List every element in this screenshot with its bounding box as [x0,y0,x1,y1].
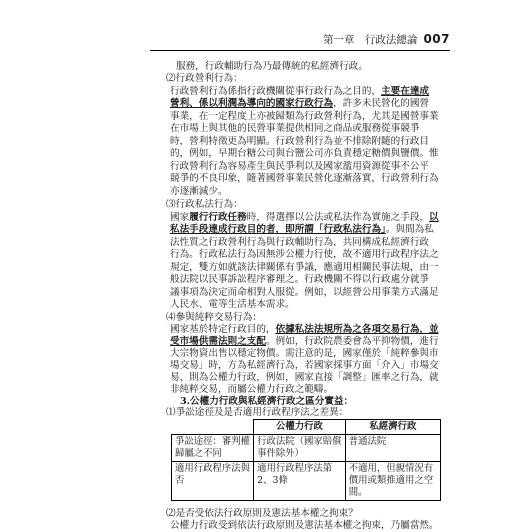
table-header-cell [172,420,254,435]
text-segment: ⑵行政營利行為： [166,73,243,84]
text-segment: 3.公權力行政與私經濟行政之區分實益： [180,396,354,407]
table-header-row [172,420,441,435]
text-segment: 服務，行政輔助行為乃最傳統的私經濟行政。 [176,61,368,72]
header-rule [150,50,450,51]
text-segment: 。例如，行政院農委會為平抑物價，進行 [265,336,439,347]
text-segment: 行政營利行為係指行政機關從事行政行為之目的， [170,86,382,97]
text-segment: 易，則為公權力行政，例如，國家直接「調整」匯率之行為，就 [170,372,439,383]
table-header-cell: 公權力行政 [254,420,346,435]
comparison-table [171,419,441,501]
text-segment: 場交易」時，方為私經濟行為，若國家採事方面「介入」市場交 [170,360,439,371]
table-row [172,462,441,501]
text-line [170,273,429,286]
text-segment: 行政營利行為容易產生與民爭利以及國家濫用資源從事不公平 [170,161,430,172]
text-segment: 般法院以民事訴訟程序審理之。行政機關不得以行政處分就爭 [170,274,430,285]
text-line [170,298,295,311]
text-line [170,223,434,236]
table-header-cell: 私經濟行政 [345,420,440,435]
table-cell: 行政法院（國家賠償事件除外） [254,435,346,462]
text-line [170,185,228,198]
text-segment: 以 [429,212,439,223]
table-cell: 爭訟途徑：審判權歸屬之不同 [172,435,254,462]
text-segment: 議事項為決定而命相對人服從。例如，以經營公用事業方式滿足 [170,287,439,298]
text-segment: 履行行政任務 [189,212,247,223]
text-line [166,198,243,211]
text-segment: 國家基於特定行政目的， [170,324,276,335]
text-segment: 的，例如，早期台糖公司與台鹽公司亦負責穩定糖價與鹽價。惟 [170,148,439,159]
text-segment: 受市場供需法則之支配 [170,336,266,347]
text-segment: 時，營利特徵更為明顯。行政營利行為並不排除附隨的行政目 [170,136,430,147]
text-segment: 時，得選擇以公法或私法作為實施之手段， [246,212,430,223]
chapter-title: 第一章 行政法總論 [322,34,418,46]
table-cell: 適用行政程序法第2、3條 [254,462,346,501]
text-line [170,519,439,532]
text-segment: 亦逐漸減少。 [170,186,228,197]
text-segment: 。與間為私 [385,224,434,235]
text-line [170,122,419,135]
text-segment: 事業，在一定程度上亦被歸類為行政營利行為，尤其是國營事業 [170,111,439,122]
text-segment: 人民水、電等生活基本需求。 [170,299,295,310]
text-segment: 營利、係以利潤為導向的國家行政行為 [170,98,334,109]
text-segment: 非純粹交易，而屬公權力行政之範疇。 [170,384,334,395]
text-segment: ，許多未民營化的國營 [333,98,430,109]
table-cell: 適用行政程序法與否 [172,462,254,501]
text-segment: ⑴爭訟途徑及是否適用行政程序法之差異： [166,407,349,418]
text-line [170,97,429,110]
text-line [170,147,439,160]
text-segment: 規定，雙方如就該法律關係有爭議，應適用相關民事法規，由一 [170,262,439,273]
text-segment: 公權力行政受到依法行政原則及憲法基本權之拘束，乃屬當然。 [170,520,439,531]
running-header [323,32,450,47]
text-line [166,72,243,85]
text-line [166,406,348,419]
table-cell: 不適用，但親情況有價用或類推適用之空間。 [345,462,440,501]
text-segment: 私法手段達成行政目的者，即所謂「行政私法行為」 [170,224,386,235]
text-segment: 競爭的不良印象，隨著國營事業民營化逐漸落實，行政營利行為 [170,173,439,184]
text-segment: 國家 [170,212,190,223]
page-number: 007 [423,32,450,46]
text-segment: 行為。行政私法行為因無涉公權力行使，故不適用行政程序法之 [170,249,439,260]
text-line [170,172,439,185]
text-segment: 大宗物資出售以穩定物價。需注意的是，國家僅於「純粹參與市 [170,348,439,359]
text-segment: ⑶行政私法行為： [166,199,243,210]
table-cell: 普通法院 [345,435,440,462]
text-line [170,248,439,261]
text-segment: 依據私法法規所為之各項交易行為，並 [275,324,439,335]
table-row [172,435,441,462]
text-segment: 在市場上與其他的民營事業提供相同之商品或服務從事競爭 [170,123,420,134]
text-segment: 法性質之行政營利行為與行政輔助行為，共同構成私經濟行政 [170,237,430,248]
text-segment: 主要在達成 [381,86,430,97]
text-segment: ⑷參與純粹交易行為： [166,312,262,323]
text-segment: ⑵是否受依法行政原則及憲法基本權之拘束？ [166,508,358,519]
